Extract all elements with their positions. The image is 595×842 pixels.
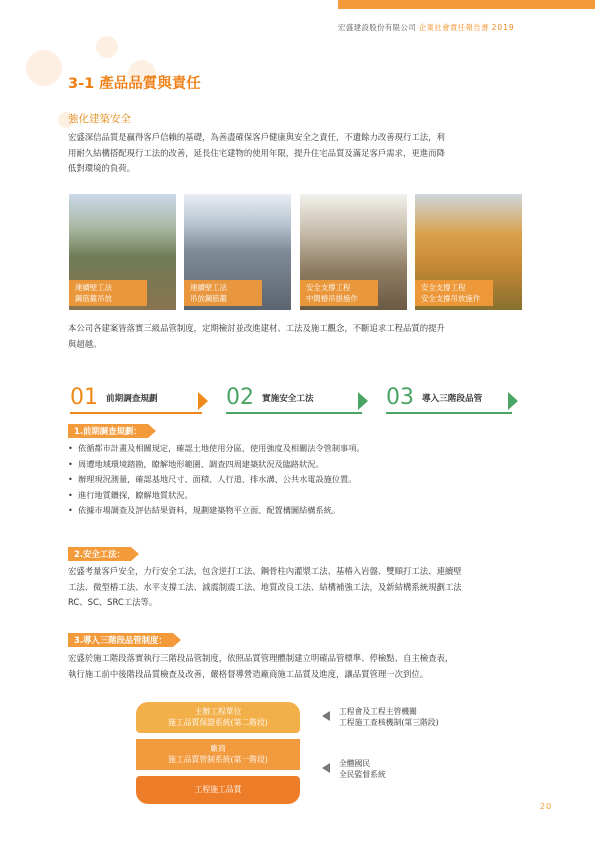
construction-photo <box>184 194 291 310</box>
safety-paragraph <box>68 564 528 611</box>
public-note <box>339 758 386 780</box>
photo-caption <box>300 280 378 306</box>
step-number: 02 <box>226 385 254 410</box>
list-item: • 依據市場調查及評估結果資料，規劃建築物平立面、配置構圖結構系統。 <box>68 505 341 516</box>
para-line: RC、SC、SRC工法等。 <box>68 597 158 607</box>
pointer-arrow-icon <box>322 763 330 773</box>
flow-box-owner <box>136 702 300 733</box>
flow-line: 施工品質管制系統(第一階段) <box>168 755 268 764</box>
caption-line: 安全支撐吊放施作 <box>421 294 481 303</box>
intro-line: 低對環境的負荷。 <box>68 163 135 173</box>
header-company: 宏盛建設股份有限公司 <box>338 23 416 32</box>
step-label: 前期調查規劃 <box>106 394 158 404</box>
section-heading-safety: 2.安全工法： <box>68 547 131 561</box>
caption-line: 中間樁吊掛施作 <box>306 294 358 303</box>
note-line: 全民監督系統 <box>339 770 386 779</box>
list-item: • 依循都市計畫及相關規定，確認土地使用分區、使用強度及相關法令管制事項。 <box>68 443 365 453</box>
step-underline <box>226 412 362 414</box>
decorative-circle <box>96 36 118 58</box>
step-label: 實施安全工法 <box>262 394 314 404</box>
intro-line: 用耐久結構搭配現行工法的改善，延長住宅建物的使用年限，提升住宅品質及滿足客戶需求，更進而降 <box>68 147 445 158</box>
construction-photo <box>415 194 522 310</box>
step-label: 導入三階段品管 <box>422 394 483 404</box>
flow-line: 施工品質保證系統(第二階段) <box>168 718 268 727</box>
caption-line: 安全支撐工程 <box>421 283 466 292</box>
para-line: 與超越。 <box>68 338 102 349</box>
decorative-circle <box>26 50 62 86</box>
step-number: 01 <box>70 385 98 410</box>
construction-photo <box>300 194 407 310</box>
step-underline <box>70 412 202 414</box>
photo-caption <box>415 280 493 306</box>
step-arrow-icon <box>508 392 518 410</box>
flow-line: 主辦工程單位 <box>194 707 242 716</box>
para-line: 工法、微型樁工法、水平支撐工法、減震制震工法、地質改良工法、結構補強工法，及新結構系統規劃工法 <box>68 581 462 592</box>
qc-paragraph <box>68 651 528 682</box>
process-step-3 <box>386 384 482 412</box>
caption-line: 鋼筋籠吊放 <box>75 294 112 303</box>
step-number: 03 <box>386 385 414 410</box>
step-arrow-icon <box>198 392 208 410</box>
running-header <box>338 22 515 33</box>
note-line: 全體國民 <box>339 759 371 768</box>
page-title: 3-1 產品品質與責任 <box>68 76 201 92</box>
header-report-title: 企業社會責任報告書 <box>418 23 489 32</box>
list-item: • 辦理現況測量，確認基地尺寸、面積、人行道、排水溝、公共水電設施位置。 <box>68 474 357 485</box>
intro-line: 宏盛深信品質是贏得客戶信賴的基礎，為善盡確保客戶健康與安全之責任，不遺餘力改善現行工法，利 <box>68 132 445 142</box>
process-step-2 <box>226 384 314 412</box>
para-line: 本公司各建案皆落實三級品管制度，定期檢討並改進建材、工法及施工觀念，不斷追求工程品質的提升 <box>68 323 445 333</box>
planning-list <box>68 441 538 519</box>
para-line: 宏盛於施工階段落實執行三階段品管制度，依照品質管理體制建立明確品管標準、停檢點、自主檢查表， <box>68 653 454 663</box>
flow-box-contractor <box>136 739 300 770</box>
flow-box-quality: 工程施工品質 <box>136 776 300 804</box>
step-underline <box>386 412 512 414</box>
step-arrow-icon <box>358 392 368 410</box>
oversight-note <box>339 706 439 728</box>
list-item: • 進行地質鑽探，瞭解地質狀況。 <box>68 489 193 500</box>
photo-caption <box>184 280 262 306</box>
section-heading-planning: 1.前期調查規劃： <box>68 424 148 438</box>
pointer-arrow-icon <box>322 711 330 721</box>
list-item: • 周遭地域環境踏勘，瞭解地形範圍、調查四周建築狀況及臨路狀況。 <box>68 458 324 469</box>
header-year: 2019 <box>491 23 515 32</box>
quality-paragraph <box>68 321 528 352</box>
section-heading-qc: 3.導入三階段品管制度： <box>68 633 173 647</box>
caption-line: 吊放鋼筋籠 <box>190 294 227 303</box>
header-accent-bar <box>338 0 595 9</box>
photo-caption <box>69 280 147 306</box>
note-line: 工程施工查核機制(第三階段) <box>339 718 439 727</box>
flow-line: 廠商 <box>210 744 226 753</box>
page-number: 20 <box>540 802 553 811</box>
caption-line: 安全支撐工程 <box>306 283 351 292</box>
construction-photo <box>69 194 176 310</box>
intro-paragraph <box>68 130 528 177</box>
caption-line: 連續壁工法 <box>190 283 227 292</box>
process-step-1 <box>70 384 158 412</box>
note-line: 工程會及工程主管機關 <box>339 707 417 716</box>
caption-line: 連續壁工法 <box>75 283 112 292</box>
para-line: 執行施工前中後階段品質檢查及改善，嚴格督導營造廠商施工品質及進度，讓品質管理一次到位。 <box>68 668 429 679</box>
subsection-title: 強化建築安全 <box>68 113 131 125</box>
para-line: 宏盛考量客戶安全，力行安全工法，包含逆打工法、鋼骨柱內灌漿工法、基樁入岩盤、雙順打工法、連續壁 <box>68 566 462 576</box>
